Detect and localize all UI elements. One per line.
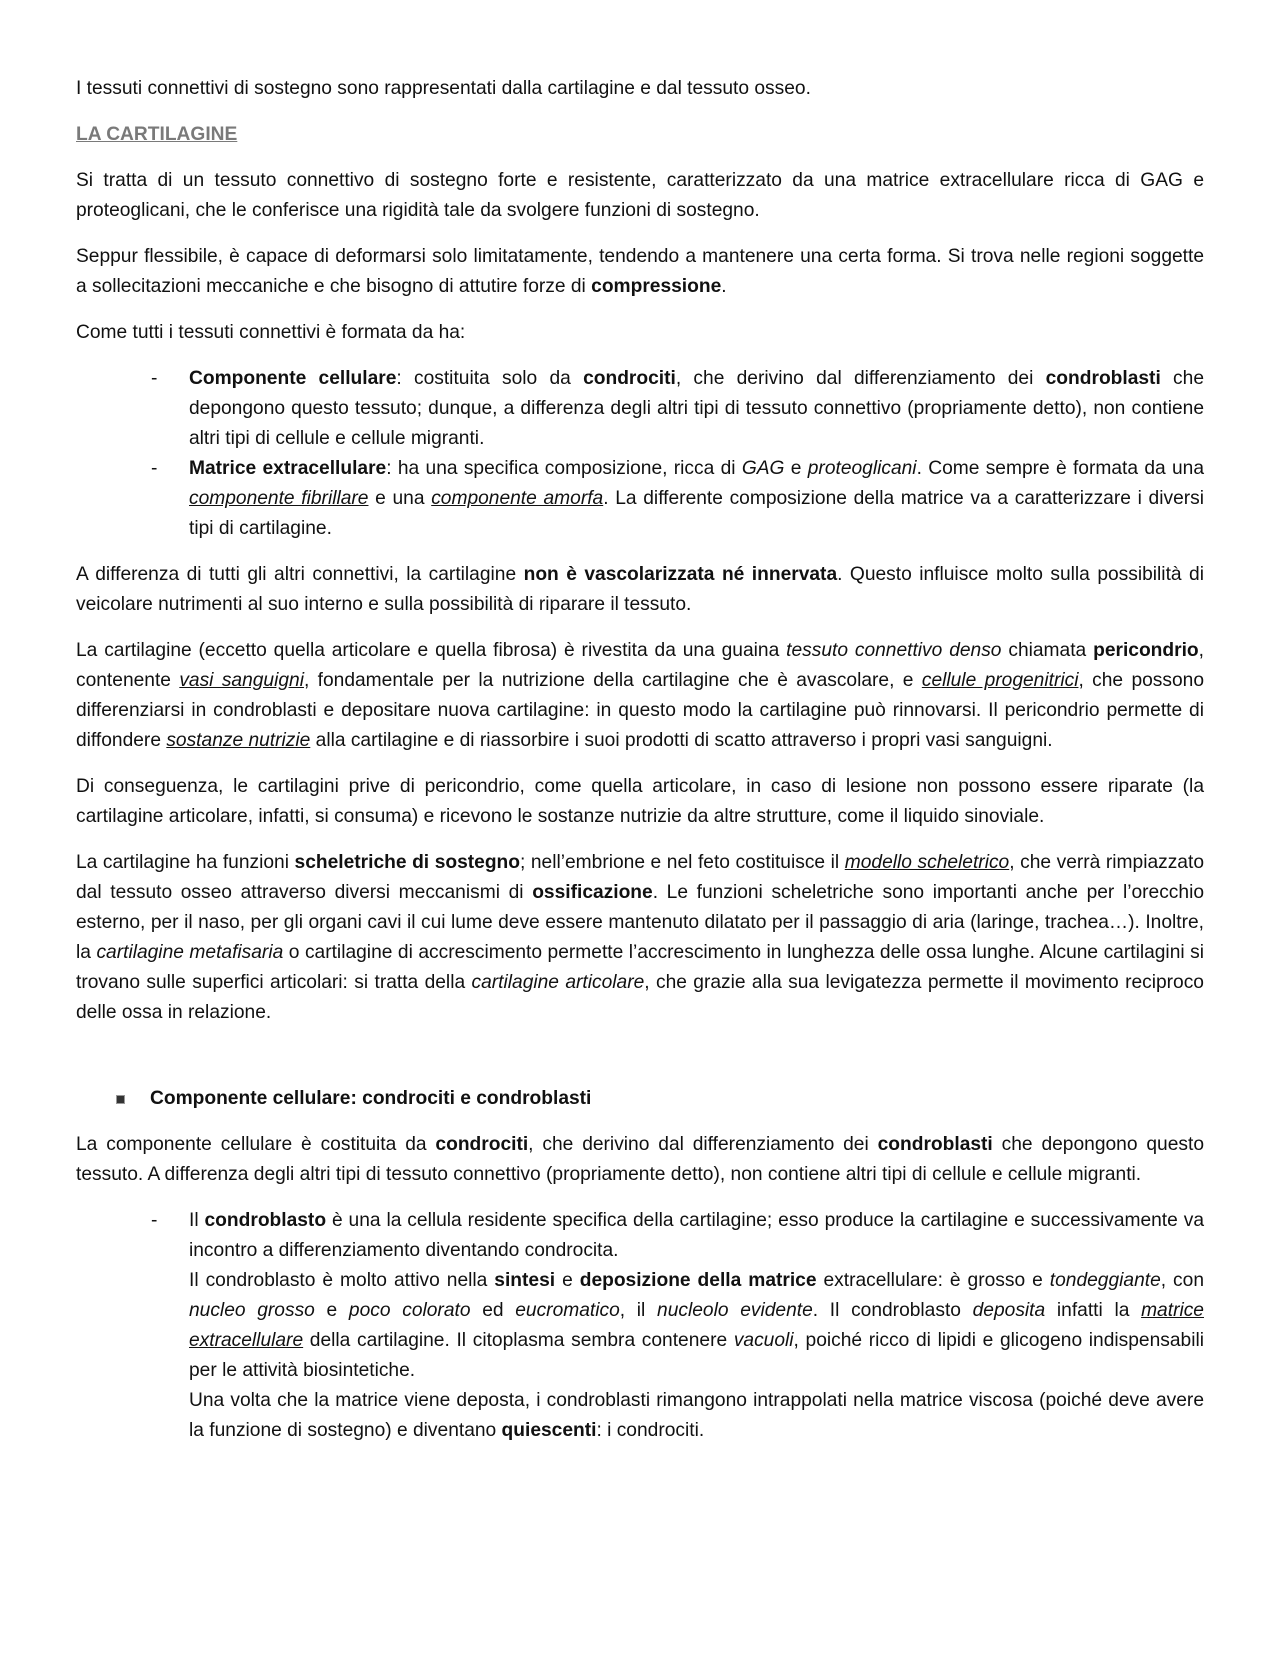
list-item: [189, 1206, 1204, 1446]
square-bullet-icon: [116, 1095, 125, 1104]
text-run: La cartilagine ha funzioni: [76, 852, 295, 873]
list-item: [189, 364, 1204, 454]
flexibility-paragraph: [76, 242, 1204, 302]
text-run: e una: [368, 488, 432, 509]
bold-term: condrociti: [435, 1134, 529, 1155]
italic-term: nucleolo evidente: [657, 1300, 813, 1321]
text-run: , contenente: [76, 640, 1204, 691]
underlined-term: cellule progenitrici: [921, 670, 1079, 691]
text-run: . Il condroblasto: [812, 1300, 973, 1321]
text-run: , con: [1160, 1270, 1204, 1291]
composition-intro: Come tutti i tessuti connettivi è formata da ha:: [76, 322, 466, 343]
text-run: che depongono questo tessuto; dunque, a differenza degli altri tipi di tessuto connettivo (propriamente detto), non contiene altri tipi di cellule e cellule migranti.: [189, 368, 1204, 449]
italic-term: poco colorato: [348, 1300, 471, 1321]
underlined-term: modello scheletrico: [844, 852, 1010, 873]
text-run: : i condrociti.: [596, 1420, 705, 1441]
underlined-term: componente amorfa: [431, 488, 604, 509]
text-run: e: [784, 458, 808, 479]
text-run: , che derivino dal differenziamento dei: [528, 1134, 878, 1155]
text-run: e: [555, 1270, 580, 1291]
bold-term: condrociti: [583, 368, 676, 389]
bold-term: compressione: [591, 276, 722, 297]
text-run: . La differente composizione della matrice va a caratterizzare i diversi tipi di cartilagine.: [189, 488, 1204, 539]
bold-term: deposizione della matrice: [579, 1270, 817, 1291]
text-run: è una la cellula residente specifica della cartilagine; esso produce la cartilagine e successivamente va incontro a differenziamento diventando condrocita.: [189, 1210, 1204, 1261]
list-line: [189, 1266, 1204, 1386]
section-title: LA CARTILAGINE: [76, 124, 238, 145]
text-run: , che verrà rimpiazzato dal tessuto osseo attraverso diversi meccanismi di: [76, 852, 1204, 903]
underlined-term: matrice extracellulare: [189, 1300, 1204, 1351]
bold-term: condroblasto: [204, 1210, 327, 1231]
list-line: [189, 1206, 1204, 1266]
bold-term: Componente cellulare: [189, 368, 397, 389]
text-run: Il: [189, 1210, 205, 1231]
definition-paragraph: Si tratta di un tessuto connettivo di sostegno forte e resistente, caratterizzato da una matrice extracellulare ricca di GAG e proteoglicani, che le conferisce una rigidità tale da svolgere funzioni di sostegno.: [76, 170, 1204, 221]
spacer: [76, 1044, 1204, 1084]
bold-term: ossificazione: [532, 882, 653, 903]
text-run: o cartilagine di accrescimento permette l’accrescimento in lunghezza delle ossa lunghe. Alcune cartilagini si trovano sulle superfici articolari: si tratta della: [76, 942, 1204, 993]
text-run: che depongono questo tessuto. A differenza degli altri tipi di tessuto connettivo (propriamente detto), non contiene altri tipi di cellule e cellule migranti.: [76, 1134, 1204, 1185]
intro-paragraph: I tessuti connettivi di sostegno sono rappresentati dalla cartilagine e dal tessuto osseo.: [76, 78, 811, 99]
bold-term: Matrice extracellulare: [189, 458, 387, 479]
text-run: Il condroblasto è molto attivo nella: [189, 1270, 495, 1291]
text-run: , che derivino dal differenziamento dei: [675, 368, 1046, 389]
perichondrium-paragraph: [76, 636, 1204, 756]
text-run: , che possono differenziarsi in condroblasti e depositare nuova cartilagine: in questo modo la cartilagine può rinnovarsi. Il pericondrio permette di diffondere: [76, 670, 1204, 751]
underlined-term: vasi sanguigni: [179, 670, 304, 691]
text-run: alla cartilagine e di riassorbire i suoi prodotti di scatto attraverso i propri vasi sanguigni.: [310, 730, 1053, 751]
functions-paragraph: [76, 848, 1204, 1028]
bold-term: condroblasti: [1045, 368, 1161, 389]
text-run: . Come sempre è formata da una: [916, 458, 1204, 479]
subsection-heading-text: Componente cellulare: condrociti e condroblasti: [150, 1088, 592, 1109]
text-run: La cartilagine (eccetto quella articolare e quella fibrosa) è rivestita da una guaina: [76, 640, 787, 661]
text-run: . Questo influisce molto sulla possibilità di veicolare nutrimenti al suo interno e sulla possibilità di riparare il tessuto.: [76, 564, 1204, 615]
text-run: , poiché ricco di lipidi e glicogeno indispensabili per le attività biosintetiche.: [189, 1330, 1204, 1381]
bold-term: sintesi: [494, 1270, 556, 1291]
italic-term: cartilagine articolare: [471, 972, 645, 993]
bold-term: quiescenti: [501, 1420, 597, 1441]
bold-term: non è vascolarizzata né innervata: [523, 564, 838, 585]
cellular-component-paragraph: [76, 1130, 1204, 1190]
consequence-paragraph: Di conseguenza, le cartilagini prive di pericondrio, come quella articolare, in caso di lesione non possono essere riparate (la cartilagine articolare, infatti, si consuma) e ricevono le sostanze nutrizie da altre strutture, come il liquido sinoviale.: [76, 776, 1204, 827]
italic-term: tondeggiante: [1049, 1270, 1161, 1291]
list-line: [189, 1386, 1204, 1446]
text-run: infatti la: [1045, 1300, 1142, 1321]
text-run: ed: [470, 1300, 516, 1321]
bold-term: scheletriche di sostegno: [294, 852, 520, 873]
list-item: [189, 454, 1204, 544]
text-run: A differenza di tutti gli altri connettivi, la cartilagine: [76, 564, 524, 585]
composition-list: [76, 364, 1204, 544]
text-run: La componente cellulare è costituita da: [76, 1134, 436, 1155]
italic-term: tessuto connettivo denso: [786, 640, 1002, 661]
text-run: Seppur flessibile, è capace di deformarsi solo limitatamente, tendendo a mantenere una certa forma. Si trova nelle regioni soggette a sollecitazioni meccaniche e che bisogno di attutire forze di: [76, 246, 1204, 297]
text-run: . Le funzioni scheletriche sono importanti anche per l’orecchio esterno, per il naso, per gli organi cavi il cui lume deve essere mantenuto dilatato per il passaggio di aria (laringe, trachea…). Inoltre, la: [76, 882, 1204, 963]
text-run: : ha una specifica composizione, ricca di: [386, 458, 742, 479]
text-run: : costituita solo da: [396, 368, 584, 389]
text-run: , il: [619, 1300, 658, 1321]
subsection-heading: [76, 1084, 1204, 1114]
vascular-paragraph: [76, 560, 1204, 620]
italic-term: cartilagine metafisaria: [96, 942, 284, 963]
italic-term: vacuoli: [733, 1330, 794, 1351]
italic-term: proteoglicani: [807, 458, 917, 479]
chondroblast-list: [76, 1206, 1204, 1446]
text-run: .: [721, 276, 727, 297]
italic-term: GAG: [741, 458, 785, 479]
text-run: della cartilagine. Il citoplasma sembra contenere: [303, 1330, 734, 1351]
italic-term: deposita: [972, 1300, 1046, 1321]
text-run: ; nell’embrione e nel feto costituisce il: [519, 852, 845, 873]
italic-term: nucleo grosso: [189, 1300, 315, 1321]
bold-term: condroblasti: [877, 1134, 993, 1155]
bold-term: pericondrio: [1093, 640, 1199, 661]
text-run: chiamata: [1001, 640, 1094, 661]
text-run: extracellulare: è grosso e: [816, 1270, 1050, 1291]
underlined-term: sostanze nutrizie: [166, 730, 311, 751]
italic-term: eucromatico: [515, 1300, 620, 1321]
text-run: , fondamentale per la nutrizione della cartilagine che è avascolare, e: [303, 670, 922, 691]
text-run: e: [314, 1300, 349, 1321]
underlined-term: componente fibrillare: [189, 488, 369, 509]
text-run: , che grazie alla sua levigatezza permette il movimento reciproco delle ossa in relazione.: [76, 972, 1204, 1023]
text-run: Una volta che la matrice viene deposta, i condroblasti rimangono intrappolati nella matrice viscosa (poiché deve avere la funzione di sostegno) e diventano: [189, 1390, 1204, 1441]
